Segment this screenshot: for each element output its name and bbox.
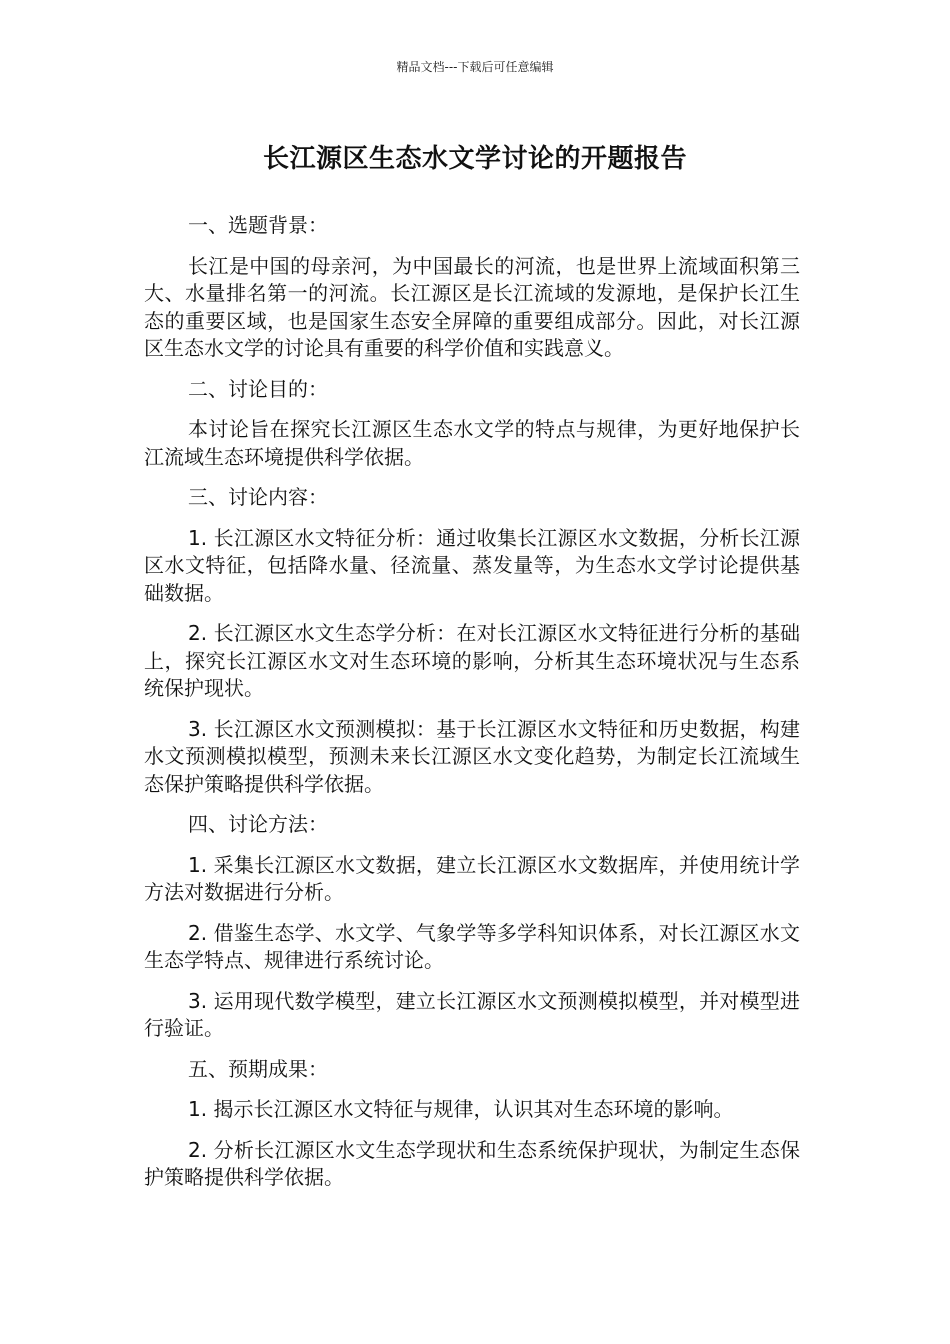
method-item-1: 1. 采集长江源区水文数据，建立长江源区水文数据库，并使用统计学方法对数据进行分析。 xyxy=(144,852,800,904)
document-title: 长江源区生态水文学讨论的开题报告 xyxy=(262,144,687,174)
content-item-3: 3. 长江源区水文预测模拟：基于长江源区水文特征和历史数据，构建水文预测模拟模型，预测未来长江源区水文变化趋势，为制定长江流域生态保护策略提供科学依据。 xyxy=(144,716,800,796)
section-heading-purpose: 二、讨论目的： xyxy=(188,376,328,401)
outcome-item-1: 1. 揭示长江源区水文特征与规律，认识其对生态环境的影响。 xyxy=(188,1097,734,1121)
paragraph-background: 长江是中国的母亲河，为中国最长的河流，也是世界上流域面积第三大、水量排名第一的河流。长江源区是长江流域的发源地，是保护长江生态的重要区域，也是国家生态安全屏障的重要组成部分。因此，对长江源区生态水文学的讨论具有重要的科学价值和实践意义。 xyxy=(144,253,800,360)
document-body xyxy=(144,212,800,1205)
section-heading-methods: 四、讨论方法： xyxy=(188,812,328,836)
section-heading-content: 三、讨论内容： xyxy=(188,485,328,509)
paragraph-purpose: 本讨论旨在探究长江源区生态水文学的特点与规律，为更好地保护长江流域生态环境提供科学依据。 xyxy=(144,417,800,469)
section-heading-outcomes: 五、预期成果： xyxy=(188,1056,328,1081)
section-heading-background: 一、选题背景： xyxy=(188,213,328,237)
outcome-item-2: 2. 分析长江源区水文生态学现状和生态系统保护现状，为制定生态保护策略提供科学依据。 xyxy=(144,1137,800,1189)
method-item-3: 3. 运用现代数学模型，建立长江源区水文预测模拟模型，并对模型进行验证。 xyxy=(144,988,800,1040)
content-item-2: 2. 长江源区水文生态学分析：在对长江源区水文特征进行分析的基础上，探究长江源区水文对生态环境的影响，分析其生态环境状况与生态系统保护现状。 xyxy=(144,621,800,700)
content-item-1: 1. 长江源区水文特征分析：通过收集长江源区水文数据，分析长江源区水文特征，包括降水量、径流量、蒸发量等，为生态水文学讨论提供基础数据。 xyxy=(144,525,800,605)
header-note: 精品文档---下载后可任意编辑 xyxy=(396,60,554,74)
method-item-2: 2. 借鉴生态学、水文学、气象学等多学科知识体系，对长江源区水文生态学特点、规律进行系统讨论。 xyxy=(144,920,800,972)
